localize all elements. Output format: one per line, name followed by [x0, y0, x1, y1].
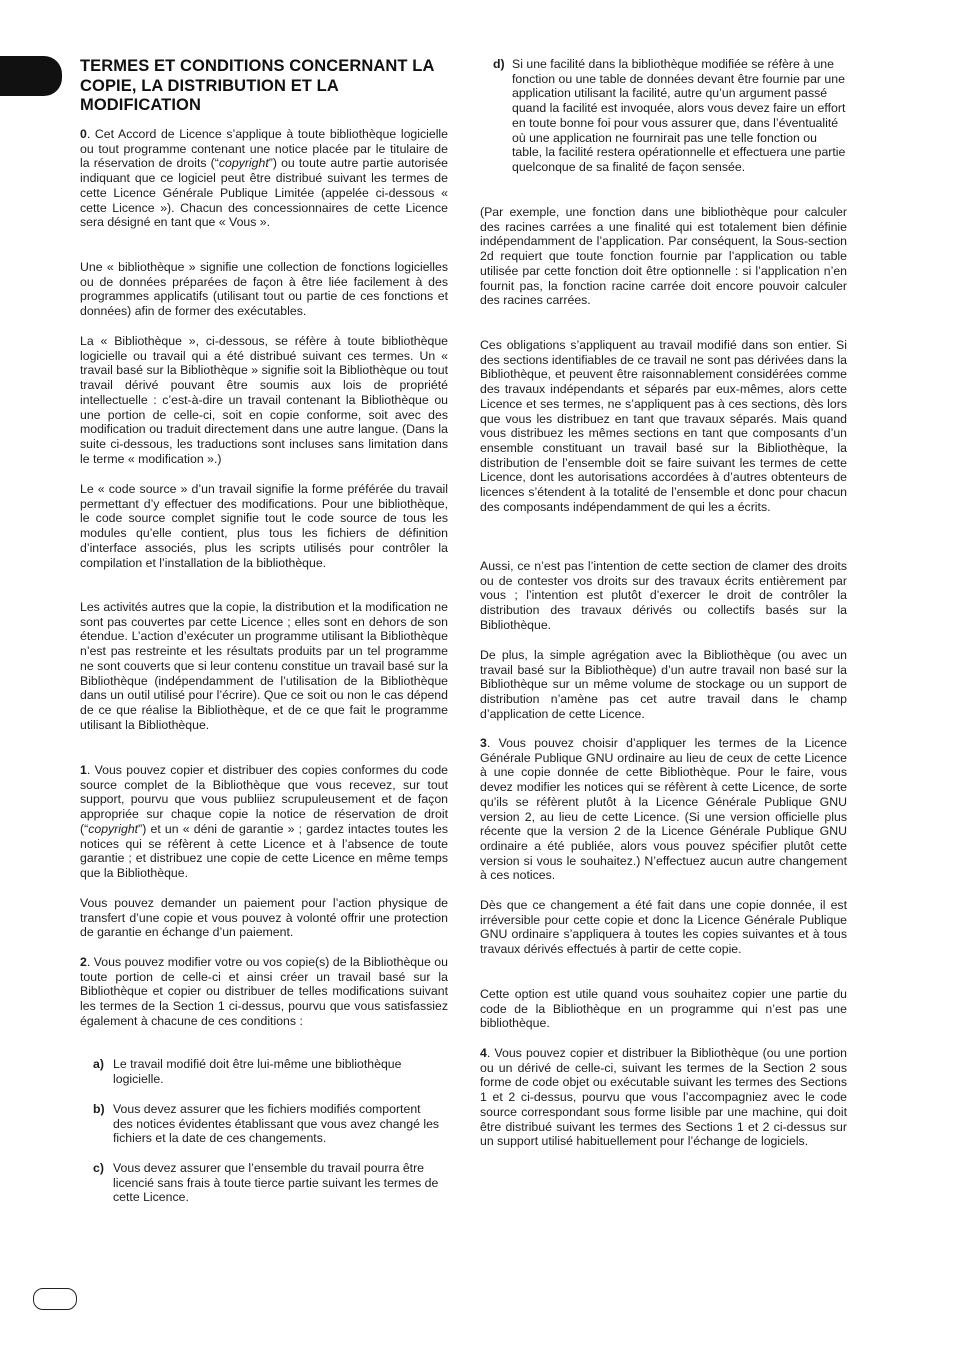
condition-marker: a) — [93, 1057, 104, 1071]
section-2-paragraph: 2. Vous pouvez modifier votre ou vos copie(s) de la Bibliothèque ou toute portion de celle-ci et ainsi créer un travail basé sur la Bibliothèque et copier ou distribuer de telles modifications suivant les termes de la Section 1 ci-dessus, pourvu que vous satisfassiez également à chacune de ces conditions : — [80, 955, 448, 1028]
irreversible-paragraph: Dès que ce changement a été fait dans une copie donnée, il est irréversible pour cette copie et donc la Licence Générale Publique GNU ordinaire s’appliquera à toutes les copies suivantes et à tous travaux dérivés effectués à partir de cette copie. — [480, 898, 847, 957]
page-heading: TERMES ET CONDITIONS CONCERNANT LA COPIE, LA DISTRIBUTION ET LA MODIFICATION — [80, 57, 434, 114]
condition-text: Vous devez assurer que les fichiers modifiés comportent des notices évidentes établissant que vous avez changé les fichiers et la date de ces changements. — [113, 1102, 440, 1146]
condition-item-d — [493, 57, 847, 175]
condition-item-b — [93, 1102, 443, 1146]
activities-paragraph: Les activités autres que la copie, la distribution et la modification ne sont pas couvertes par cette Licence ; elles sont en dehors de son étendue. L’action d’exécuter un programme utilisant la Bibliothèque n’est pas restreinte et les résultats produits par un tel programme ne sont couverts que si leur contenu constitue un travail basé sur la Bibliothèque (indépendamment de l’utilisation de la Bibliothèque dans un outil utilisé pour l’écrire). Que ce soit ou non le cas dépend de ce que réalise la Bibliothèque, et de ce que fait le programme utilisant la Bibliothèque. — [80, 600, 448, 732]
condition-marker: b) — [93, 1102, 105, 1116]
section-tab-marker — [0, 56, 62, 96]
section-3-paragraph: 3. Vous pouvez choisir d’appliquer les termes de la Licence Générale Publique GNU ordinaire au lieu de ceux de cette Licence à une copie donnée de cette Bibliothèque. Pour le faire, vous devez modifier les notices qui se réfèrent à cette Licence, de sorte qu’ils se réfèrent plutôt à la Licence Générale Publique GNU version 2, au lieu de cette Licence. (Si une version officielle plus récente que la version 2 de la Licence Générale Publique GNU ordinaire a été publiée, alors vous pouvez spécifier plutôt cette version si vous le souhaitez.) N’effectuez aucun autre changement à ces notices. — [480, 736, 847, 883]
obligations-paragraph: Ces obligations s’appliquent au travail modifié dans son entier. Si des sections identifiables de ce travail ne sont pas dérivées dans la Bibliothèque, et peuvent être raisonnablement considérées comme des travaux indépendants et séparés par eux-mêmes, alors cette Licence et ses termes, ne s’appliquent pas à ces sections, dès lors que vous les distribuez en tant que travaux séparés. Mais quand vous distribuez les mêmes sections en tant que composants d’un ensemble constituant un travail basé sur la Bibliothèque, la distribution de l’ensemble doit se faire suivant les termes de cette Licence, dont les autorisations accordées à d’autres obtenteurs de licences s’étendent à la totalité de l’ensemble et donc pour chacun des composants indépendamment de qui les a écrits. — [480, 338, 847, 514]
condition-text: Le travail modifié doit être lui-même une bibliothèque logicielle. — [113, 1057, 402, 1086]
condition-text: Vous devez assurer que l’ensemble du travail pourra être licencié sans frais à toute tierce partie suivant les termes de cette Licence. — [113, 1161, 439, 1205]
condition-marker: c) — [93, 1161, 104, 1175]
condition-marker: d) — [493, 57, 505, 71]
condition-item-a — [93, 1057, 443, 1086]
source-code-paragraph: Le « code source » d’un travail signifie la forme préférée du travail permettant d’y effectuer des modifications. Pour une bibliothèque, le code source complet signifie tout le code source de tous les modules qu’elle contient, plus tous les fichiers de définition d’interface associés, plus les scripts utilisés pour contrôler la compilation et l’installation de la bibliothèque. — [80, 482, 448, 570]
condition-item-c — [93, 1161, 443, 1205]
library-work-paragraph: La « Bibliothèque », ci-dessous, se réfère à toute bibliothèque logicielle ou travail qui a été distribué suivant ces termes. Un « travail basé sur la Bibliothèque » signifie soit la Bibliothèque ou tout travail dérivé pouvant être soumis aux lois de propriété intellectuelle : c’est-à-dire un travail contenant la Bibliothèque ou une portion de celle-ci, soit en copie conforme, soit avec des modification ou traduit directement dans une autre langue. (Dans la suite ci-dessous, les traductions sont incluses sans limitation dans le terme « modification ».) — [80, 334, 448, 466]
aggregation-paragraph: De plus, la simple agrégation avec la Bibliothèque (ou avec un travail basé sur la Bibliothèque) d’un autre travail non basé sur la Bibliothèque sur un même volume de stockage ou un support de distribution n’amène pas cet autre travail dans le champ d’application de cette Licence. — [480, 648, 847, 721]
section-1-paragraph: 1. Vous pouvez copier et distribuer des copies conformes du code source complet de la Bibliothèque que vous recevez, sur tout support, pourvu que vous publiiez scrupuleusement et de façon appropriée sur chaque copie la notice de réservation de droit (“copyright”) et un « déni de garantie » ; gardez intactes toutes les notices qui se réfèrent à cette Licence et à l’absence de toute garantie ; et distribuez une copie de cette Licence en même temps que la Bibliothèque. — [80, 763, 448, 880]
option-paragraph: Cette option est utile quand vous souhaitez copier une partie du code de la Bibliothèque en un programme qui n’est pas une bibliothèque. — [480, 987, 847, 1031]
section-0-paragraph: 0. Cet Accord de Licence s’applique à toute bibliothèque logicielle ou tout programme contenant une notice placée par le titulaire de la réservation de droits (“copyright”) ou toute autre partie autorisée indiquant que ce logiciel peut être distribué suivant les termes de cette Licence Générale Publique Limitée (appelée ci-dessous « cette Licence »). Chacun des concessionnaires de cette Licence sera désigné en tant que « Vous ». — [80, 127, 448, 230]
example-paragraph: (Par exemple, une fonction dans une bibliothèque pour calculer des racines carrées a une finalité qui est totalement bien définie indépendamment de l’application. Par conséquent, la Sous-section 2d requiert que toute fonction fournie par l’application ou table utilisée par cette fonction doit être optionnelle : si l’application n’en fournit pas, la fonction racine carrée doit encore pouvoir calculer des racines carrées. — [480, 205, 847, 308]
intention-paragraph: Aussi, ce n’est pas l’intention de cette section de clamer des droits ou de contester vos droits sur des travaux écrits entièrement par vous ; l’intention est plutôt d’exercer le droit de contrôler la distribution des travaux dérivés ou collectifs basés sur la Bibliothèque. — [480, 559, 847, 632]
page-number-box — [33, 1288, 77, 1310]
condition-text: Si une facilité dans la bibliothèque modifiée se réfère à une fonction ou une table de données devant être fournie par une application utilisant la facilité, autre qu’un argument passé quand la facilité est invoquée, alors vous devez faire un effort en toute bonne foi pour vous assurer que, dans l’éventualité où une application ne fournirait pas une telle fonction ou table, la facilité restera opérationnelle et effectuera une partie quelconque de sa finalité de façon sensée. — [512, 57, 846, 174]
library-definition-paragraph: Une « bibliothèque » signifie une collection de fonctions logicielles ou de données préparées de façon à être liée facilement à des programmes applicatifs (utilisant tout ou partie de ces fonctions et données) afin de former des exécutables. — [80, 260, 448, 319]
payment-paragraph: Vous pouvez demander un paiement pour l’action physique de transfert d’une copie et vous pouvez à volonté offrir une protection de garantie en échange d’un paiement. — [80, 896, 448, 940]
section-4-paragraph: 4. Vous pouvez copier et distribuer la Bibliothèque (ou une portion ou un dérivé de celle-ci, suivant les termes de la Section 2 sous forme de code objet ou exécutable suivant les termes des Sections 1 et 2 ci-dessus, pourvu que vous l’accompagniez avec le code source correspondant sous forme lisible par une machine, qui doit être distribué suivant les termes des Sections 1 et 2 ci-dessus sur un support utilisé habituellement pour l’échange de logiciels. — [480, 1046, 847, 1149]
